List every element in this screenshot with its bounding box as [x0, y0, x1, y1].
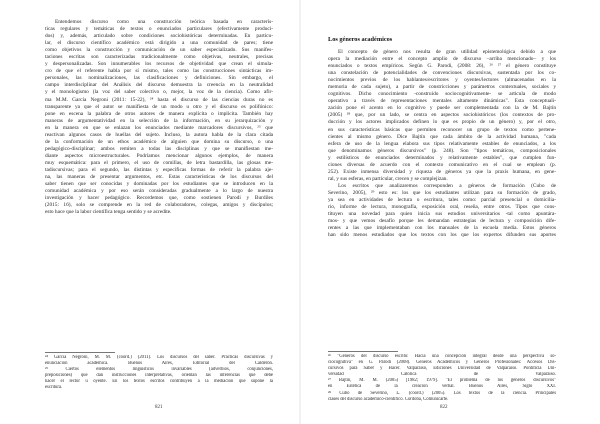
- body-line: tadiscursivas; para el segundo, las distintas y específicas formas de referir la palabra aje-: [45, 166, 273, 173]
- body-line: 252). Existe inmensa diversidad y riqueza de géneros ya que la praxis humana, en gene-: [328, 168, 556, 175]
- footnote-line: cursivos para Saber y Hacer. Valparaíso, Ediciones Universidad de Valparaíso. Pontificia Uni-: [328, 366, 556, 372]
- footnote-line: ²⁴ García Negroni, M. M. (coord.) (2011). Los discursos del saber. Prácticas discursivas y: [45, 355, 273, 360]
- footnote-line: versidad Católica de Valparaíso.: [328, 372, 556, 378]
- body-line: cientes al mismo género. Dice Bajtín que cada ámbito de la actividad humana, "cada: [328, 133, 556, 140]
- footnote-line: ciocognitiva" en G. Parodi (2008). Géneros Académicos y Géneros Profesionales: Accesos Dis-: [328, 360, 556, 366]
- left-page-number: 821: [155, 405, 163, 410]
- body-line: cro de que el referente habla por sí mismo, tales como las construcciones sintácticas im-: [45, 68, 273, 75]
- body-line: ya sea en actividades de lectura o escritura, tales como: parcial presencial o domicilia-: [328, 196, 556, 203]
- body-line: (2015: 16), solo se comprende en la red de colaboradores, colegas, amigos y discípulos;: [45, 202, 273, 209]
- body-line: de la conformación de un ethos académico de alguien que domina su discurso, o una: [45, 138, 273, 145]
- body-line: taciones escritas son caracterizadas tradicionalmente como objetivas, neutrales, precisas: [45, 54, 273, 61]
- body-line: transparente ya que el autor se manifiesta de un modo u otro y el discurso es polifónico:: [45, 103, 273, 110]
- body-line: lar, el discurso científico académico está dirigido a una comunidad de pares; tiene: [45, 40, 273, 47]
- footnote-divider: [328, 351, 398, 352]
- body-line: Los escritos que analizaremos corresponden a géneros de formación (Cubo de: [338, 182, 556, 189]
- body-line: Severino, 2005), ²⁹ esto es: los que los estudiantes utilizan para su formación de grado,: [328, 189, 556, 196]
- body-line: memoria de cada sujeto), a partir de constricciones y parámetros contextuales, sociales y: [328, 84, 556, 91]
- body-line: y estilísticos de enunciados determinados y relativamente estables", que cumplen fun-: [328, 154, 556, 161]
- body-line: ciones diversas de acuerdo con el contexto comunicativo en el cual se emplean (p.: [328, 161, 556, 168]
- body-line: nocimientos previos de los hablantes/escritores y oyentes/lectores (almacenados en la: [328, 77, 556, 84]
- body-line: que denominamos géneros discursivos" (p. 248). Son "tipos temáticos, composicionales: [328, 147, 556, 154]
- body-line: rentes a las que implementaban con los manuales de la escuela media. Estos géneros: [328, 225, 556, 232]
- footnote-line: hacer el lector u oyente. En los textos escritos contribuyen a la mediación que supone la: [45, 379, 273, 385]
- left-footnotes: [45, 355, 273, 392]
- footnote-line: ²⁵ Ciertos elementos lingüísticos invariables (adverbios, conjunciones,: [45, 367, 273, 373]
- left-body-text: [45, 19, 273, 216]
- body-line: zación pone el acento en lo cognitivo y puede ser complementada con la de M. Bajtín: [328, 105, 556, 112]
- body-line: enunciados o textos empíricos. Según G. Parodi, (2008: 26), ²⁶ ²⁷ el género constituye: [328, 63, 556, 70]
- body-line: reactivan algunos casos de huellas del sujeto. Incluso, la autora habla de la clara citada: [45, 131, 273, 138]
- body-line: ral, y sus esferas, en particular, crecen y se complejizan.: [328, 175, 448, 182]
- body-line: maneras de argumentatividad en la selección de la información, en su jerarquización y: [45, 117, 273, 124]
- body-line: como objetivos la construcción y comunicación de un saber especializado. Sus manifes-: [45, 47, 273, 54]
- body-line: esfera de uso de la lengua elabora sus tipos relativamente estables de enunciados, a los: [328, 140, 556, 147]
- body-line: cognitivos. Dicho conocimiento -construido sociocognitivamente- se articula de modo: [328, 91, 556, 98]
- body-line: pone en escena la palabra de otros autores de manera explícita o implícita. También hay: [45, 110, 273, 117]
- body-line: ducción y los actores implicados definen lo que es propio de un género) y, por el otro,: [328, 119, 556, 126]
- body-line: na, las maneras de presentar argumentos, etc. Estas características de los discursos del: [45, 174, 273, 181]
- body-line: ma M.M. García Negroni (2011: 15-22), ²⁴ hasta el discurso de las ciencias duras no es: [45, 96, 273, 103]
- body-line: esto hace que la labor científica tenga sentido y se acredite.: [45, 209, 172, 216]
- right-page-number: 822: [440, 405, 448, 410]
- body-line: y despersonalizadas. Son innumerables los recursos de objetividad que crean el simula-: [45, 61, 273, 68]
- body-line: una constelación de potencialidades de convenciones discursivas, sustentada por los co-: [328, 70, 556, 77]
- body-line: opera la mediación entre el concepto amplio de discurso –arriba mencionado– y los: [328, 56, 556, 63]
- body-line: personales, las nominalizaciones, las clasificaciones y definiciones. Sin embargo, el: [45, 75, 273, 82]
- body-line: investigación y hacer pedagógico. Recordemos que, como sostienen Parodi y Burdiles: [45, 195, 273, 202]
- section-heading: Los géneros académicos: [328, 36, 393, 43]
- footnote-line: ²⁸ Cubo de Severino, L. (coord.) (2005). Los textos de la ciencia. Principales: [328, 390, 556, 396]
- body-line: en sus características básicas que permiten reconocer un grupo de textos como pertene-: [328, 126, 556, 133]
- body-line: diante aspectos microestructurales. Podríamos mencionar algunos ejemplos, de manera: [45, 152, 273, 159]
- body-line: tituyen una novedad para quien inicia sus estudios universitarios -tal como apuntára-: [328, 211, 556, 218]
- right-paragraph-2: [328, 183, 556, 239]
- body-line: dos) y, además, articulado sobre condiciones sociohistóricas determinadas. En particu-: [45, 33, 273, 40]
- body-line: y el monologismo (la voz del saber colectivo o, mejor, la voz de la ciencia). Como afir-: [45, 89, 273, 96]
- body-line: campo interdisciplinar del Análisis del discurso demuestra la creencia en la neutralidad: [45, 82, 273, 89]
- footnote-line: ²⁷ Bajtín, M. M. (2005) [1982; 1979]. "El problema de los géneros discursivos": [328, 378, 556, 384]
- footnote-line: preposiciones) que dan instrucciones interpretativas, orientan las inferencias que debe: [45, 373, 273, 379]
- right-paragraph-1: [328, 49, 556, 183]
- body-line: comunidad académica y por eso serán consideradas gradualmente a lo largo de nuestra: [45, 188, 273, 195]
- footnote-line: clases del discurso académico-científico. Córdoba, Comunicarte.: [328, 396, 449, 402]
- right-footnotes: [328, 354, 556, 403]
- footnote-line: escritura.: [45, 385, 63, 391]
- body-line: El concepto de género nos resulta de gran utilidad epistemológica debido a que: [338, 49, 556, 55]
- body-line: ticas regulares y temáticas de textos o enunciados particulares (efectivamente produci-: [45, 26, 273, 33]
- footnote-line: enunciación académica. Buenos Aires, Editorial del Calderón.: [45, 361, 273, 367]
- body-line: operativo a través de representaciones mentales altamente dinámicas". Esta conceptuali-: [328, 98, 556, 105]
- right-body-text: [328, 49, 556, 239]
- body-line: (2005) ²⁸ que, por un lado, se centra en aspectos sociohistóricos (los contextos de pro-: [328, 112, 556, 119]
- body-line: mos- y que vemos desafío porque les demandan estrategias de lectura y composición dife-: [328, 218, 556, 225]
- body-line: Entendemos discurso como una construcción teórica basada en caracterís-: [55, 19, 273, 25]
- body-line: pedagógico-disciplinar; ambos remiten a todas las disciplinas y que se manifiestan me-: [45, 145, 273, 152]
- body-line: saber tienen que ser conocidas y dominadas por los estudiantes que se introducen en la: [45, 181, 273, 188]
- body-line: han sido menos estudiados que los textos con los que los expertos difunden sus aportes: [328, 232, 556, 239]
- book-gutter: [299, 0, 301, 424]
- footnote-divider: [45, 352, 115, 353]
- body-line: muy esquemática: para el primero, el uso de comillas, de letra bastardilla, las glosas me-: [45, 159, 273, 166]
- footnote-line: en Estética de la creación verbal. Buenos Aires, Siglo XXI.: [328, 384, 556, 390]
- body-line: rio, informe de lectura, monografía, exposición oral, reseña, entre otros. Tipos que cons-: [328, 204, 556, 211]
- footnote-line: ²⁶ "Géneros del discurso escrito: Hacia una concepción integral desde una perspectiva so-: [328, 354, 556, 359]
- body-line: en la manera en que se enlazan los enunciados mediante marcadores discursivos, ²⁵ que: [45, 124, 273, 131]
